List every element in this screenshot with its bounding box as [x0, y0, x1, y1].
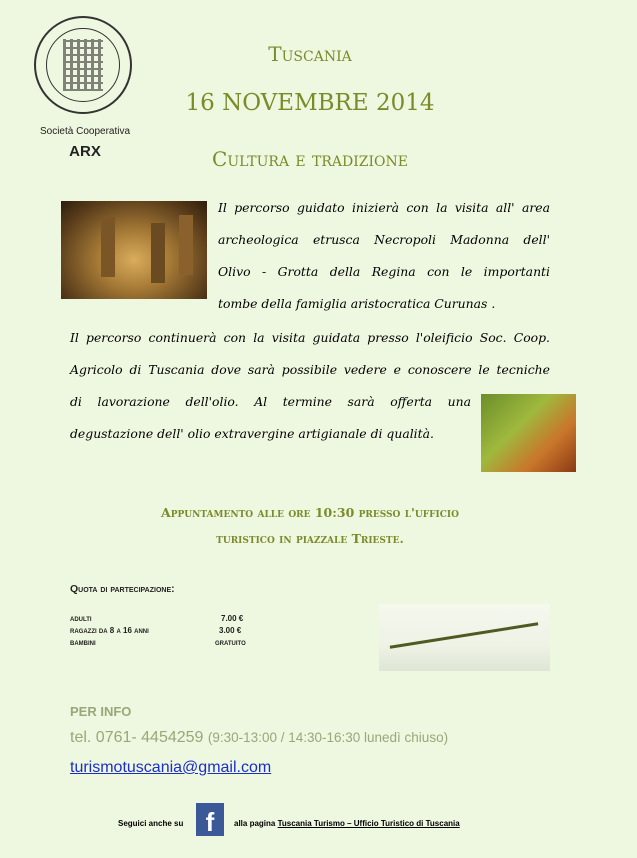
phone-number: tel. 0761- 4454259 [70, 729, 204, 746]
paragraph1-line: Olivo - Grotta della Regina con le importanti [218, 264, 550, 279]
price-value: 7.00 € [221, 614, 244, 623]
city-seal-icon [34, 16, 132, 114]
paragraph2-line: Agricolo di Tuscania dove sarà possibile vedere e conoscere le tecniche [70, 362, 550, 377]
necropolis-cave-photo [61, 201, 207, 299]
phone-line [70, 729, 448, 747]
paragraph1-line: Il percorso guidato inizierà con la visita all' area [218, 200, 550, 215]
appointment-line-2: turistico in piazzale Trieste. [216, 531, 404, 546]
facebook-page-link[interactable]: Tuscania Turismo – Ufficio Turistico di Tuscania [277, 819, 460, 828]
appointment-line-1: Appuntamento alle ore 10:30 presso l'ufficio [161, 505, 459, 520]
follow-text: Seguici anche su [118, 819, 184, 828]
event-date: 16 NOVEMBRE 2014 [185, 90, 435, 116]
page-subtitle: Cultura e tradizione [212, 147, 408, 171]
price-value: 3.00 € [219, 626, 242, 635]
email-link[interactable]: turismotuscania@gmail.com [70, 759, 272, 776]
facebook-icon[interactable]: f [196, 803, 224, 836]
price-value: gratuito [215, 638, 246, 647]
opening-hours: (9:30-13:00 / 14:30-16:30 lunedì chiuso) [207, 730, 449, 745]
logo-name: ARX [69, 143, 101, 160]
price-label: adulti [70, 614, 92, 623]
paragraph2-line: degustazione dell' olio extravergine artigianale di qualità. [70, 426, 434, 441]
paragraph2-line: Il percorso continuerà con la visita guidata presso l'oleificio Soc. Coop. [70, 330, 550, 345]
olive-branch-photo [379, 604, 550, 671]
facebook-page-prefix: alla pagina [234, 819, 276, 828]
pricing-title: Quota di partecipazione: [70, 583, 175, 595]
paragraph1-line: tombe della famiglia aristocratica Curunas . [218, 296, 496, 311]
paragraph1-line: archeologica etrusca Necropoli Madonna dell' [218, 232, 550, 247]
paragraph2-line: di lavorazione dell'olio. Al termine sarà offerta una [70, 394, 471, 409]
page-title: Tuscania [268, 42, 352, 66]
olive-oil-photo [481, 394, 576, 472]
facebook-page-line [234, 819, 460, 828]
price-label: bambini [70, 638, 96, 647]
info-heading: PER INFO [70, 704, 132, 719]
price-label: ragazzi da 8 a 16 anni [70, 626, 149, 635]
logo-org-line: Società Cooperativa [39, 126, 131, 137]
